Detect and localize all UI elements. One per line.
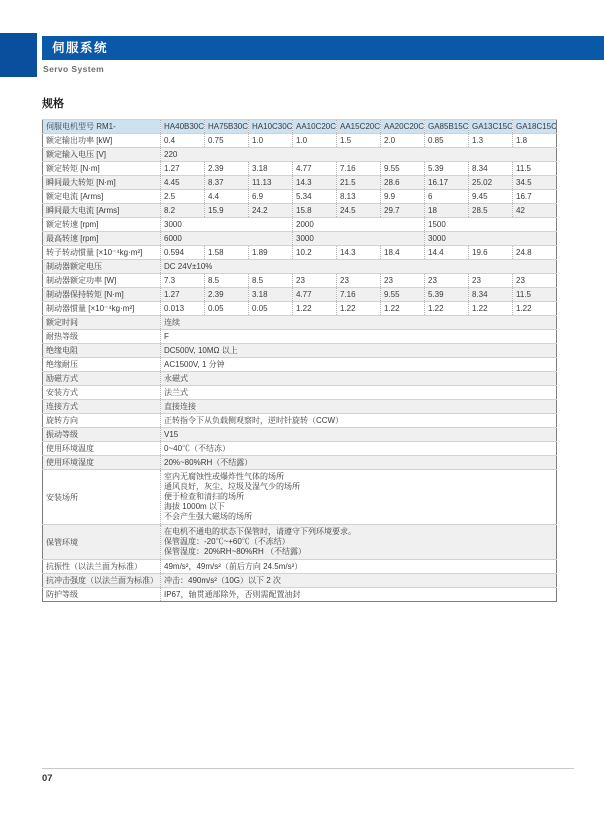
spec-row: [43, 456, 557, 470]
spec-value-full: 永磁式: [161, 372, 557, 386]
page-banner: [42, 36, 604, 60]
spec-value: 9.9: [381, 190, 425, 204]
spec-row: [43, 274, 557, 288]
spec-value: 8.34: [469, 288, 513, 302]
banner-subtitle: Servo System: [43, 64, 105, 74]
spec-row: [43, 372, 557, 386]
spec-value: 6: [425, 190, 469, 204]
spec-row: [43, 358, 557, 372]
spec-value-full: 20%~80%RH（不结露）: [161, 456, 557, 470]
row-label: 使用环境湿度: [43, 456, 161, 470]
spec-value: 24.5: [337, 204, 381, 218]
spec-value: 4.45: [161, 176, 205, 190]
spec-value: 5.39: [425, 162, 469, 176]
spec-value: 28.6: [381, 176, 425, 190]
spec-value: 1.58: [205, 246, 249, 260]
spec-value: 8.37: [205, 176, 249, 190]
spec-value-full: IP67，轴贯通部除外，否则需配置油封: [161, 588, 557, 602]
spec-value: 25.02: [469, 176, 513, 190]
spec-value: 34.5: [513, 176, 557, 190]
row-label: 连接方式: [43, 400, 161, 414]
spec-row: [43, 204, 557, 218]
model-header: AA15C20C: [337, 120, 381, 134]
spec-row: [43, 148, 557, 162]
spec-value: 15.8: [293, 204, 337, 218]
row-label: 保管环境: [43, 525, 161, 560]
spec-value-line: 保管湿度：20%RH~80%RH （不结露）: [164, 547, 307, 556]
spec-value: 23: [337, 274, 381, 288]
spec-value: 14.3: [293, 176, 337, 190]
spec-value: 9.55: [381, 162, 425, 176]
spec-value: 24.2: [249, 204, 293, 218]
spec-value: 1.22: [381, 302, 425, 316]
spec-value: 8.5: [249, 274, 293, 288]
spec-value: 23: [469, 274, 513, 288]
spec-value: 2.5: [161, 190, 205, 204]
spec-value-full: 0~40℃（不结冻）: [161, 442, 557, 456]
spec-value: 1.22: [469, 302, 513, 316]
model-header: HA75B30C: [205, 120, 249, 134]
row-label: 额定时间: [43, 316, 161, 330]
spec-value-span3: 6000: [161, 232, 293, 246]
spec-value: 1.22: [513, 302, 557, 316]
spec-value-span3: 1500: [425, 218, 557, 232]
row-label: 抗冲击强度（以法兰面为标准）: [43, 574, 161, 588]
row-label: 励磁方式: [43, 372, 161, 386]
spec-value-full: AC1500V, 1 分钟: [161, 358, 557, 372]
spec-value: 0.594: [161, 246, 205, 260]
model-header: GA18C15C: [513, 120, 557, 134]
row-label: 制动器惯量 [×10⁻⁴kg·m²]: [43, 302, 161, 316]
banner-left-block: [0, 33, 37, 77]
spec-row: [43, 344, 557, 358]
spec-value: 16.17: [425, 176, 469, 190]
spec-row: [43, 316, 557, 330]
spec-value: 8.13: [337, 190, 381, 204]
spec-row: [43, 330, 557, 344]
model-header: HA40B30C: [161, 120, 205, 134]
spec-value: 7.3: [161, 274, 205, 288]
spec-table: [42, 119, 557, 602]
spec-value-full: 49m/s²，49m/s²（前后方向 24.5m/s²）: [161, 560, 557, 574]
spec-value: 23: [513, 274, 557, 288]
section-title: 规格: [42, 98, 64, 110]
spec-row: [43, 176, 557, 190]
spec-value: 5.39: [425, 288, 469, 302]
spec-value: 0.75: [205, 134, 249, 148]
row-label: 绝缘电阻: [43, 344, 161, 358]
row-label: 额定输出功率 [kW]: [43, 134, 161, 148]
spec-value: 0.05: [249, 302, 293, 316]
spec-row: [43, 232, 557, 246]
spec-value-full: 法兰式: [161, 386, 557, 400]
spec-value: 14.4: [425, 246, 469, 260]
model-header: HA10C30C: [249, 120, 293, 134]
spec-value: 7.16: [337, 162, 381, 176]
spec-value: 9.45: [469, 190, 513, 204]
spec-value: 10.2: [293, 246, 337, 260]
row-label: 额定输入电压 [V]: [43, 148, 161, 162]
spec-row: [43, 386, 557, 400]
spec-value: 11.5: [513, 162, 557, 176]
spec-value-full: DC500V, 10MΩ 以上: [161, 344, 557, 358]
row-label: 瞬间最大电流 [Arms]: [43, 204, 161, 218]
spec-value: 3.18: [249, 288, 293, 302]
row-label: 安装方式: [43, 386, 161, 400]
row-label: 防护等级: [43, 588, 161, 602]
model-header: AA20C20C: [381, 120, 425, 134]
spec-row: [43, 470, 557, 525]
spec-value-full: F: [161, 330, 557, 344]
row-label: 振动等级: [43, 428, 161, 442]
spec-row: [43, 302, 557, 316]
header-label: 伺服电机型号 RM1-: [43, 120, 161, 134]
spec-value-line: 保管温度：-20℃~+60℃（不冻结）: [164, 537, 290, 546]
spec-value: 23: [425, 274, 469, 288]
spec-row: [43, 134, 557, 148]
spec-row: [43, 400, 557, 414]
row-label: 绝缘耐压: [43, 358, 161, 372]
spec-value: 1.0: [249, 134, 293, 148]
spec-row: [43, 560, 557, 574]
row-label: 最高转速 [rpm]: [43, 232, 161, 246]
spec-value-full: 连续: [161, 316, 557, 330]
row-label: 使用环境温度: [43, 442, 161, 456]
spec-value: 42: [513, 204, 557, 218]
spec-row: [43, 246, 557, 260]
model-header: AA10C20C: [293, 120, 337, 134]
spec-value: 15.9: [205, 204, 249, 218]
spec-row: [43, 442, 557, 456]
spec-value-line: 室内无腐蚀性或爆炸性气体的场所: [164, 472, 284, 481]
spec-row: [43, 190, 557, 204]
row-label: 额定转矩 [N·m]: [43, 162, 161, 176]
spec-value-multiline: [161, 525, 557, 560]
spec-value: 14.3: [337, 246, 381, 260]
spec-value-line: 通风良好，灰尘、垃圾及湿气少的场所: [164, 482, 300, 491]
spec-value: 3.18: [249, 162, 293, 176]
spec-value-full: 直接连接: [161, 400, 557, 414]
spec-value: 2.39: [205, 162, 249, 176]
row-label: 制动器额定电压: [43, 260, 161, 274]
spec-row: [43, 162, 557, 176]
spec-value: 1.22: [337, 302, 381, 316]
row-label: 额定电流 [Arms]: [43, 190, 161, 204]
spec-value: 2.0: [381, 134, 425, 148]
row-label: 旋转方向: [43, 414, 161, 428]
spec-value: 18: [425, 204, 469, 218]
spec-value: 4.77: [293, 162, 337, 176]
model-header: GA85B15C: [425, 120, 469, 134]
spec-value: 0.85: [425, 134, 469, 148]
spec-value-line: 便于检查和清扫的场所: [164, 492, 244, 501]
spec-row: [43, 428, 557, 442]
spec-row: [43, 288, 557, 302]
spec-value: 1.3: [469, 134, 513, 148]
spec-value-line: 海拔 1000m 以下: [164, 502, 225, 511]
spec-value: 1.8: [513, 134, 557, 148]
spec-value: 19.6: [469, 246, 513, 260]
spec-value: 0.4: [161, 134, 205, 148]
row-label: 安装场所: [43, 470, 161, 525]
spec-value: 0.013: [161, 302, 205, 316]
spec-value-line: 在电机不通电的状态下保管时，请遵守下列环境要求。: [164, 527, 356, 536]
row-label: 额定转速 [rpm]: [43, 218, 161, 232]
spec-value: 18.4: [381, 246, 425, 260]
spec-value: 24.8: [513, 246, 557, 260]
row-label: 瞬间最大转矩 [N·m]: [43, 176, 161, 190]
spec-row: [43, 414, 557, 428]
spec-row: [43, 588, 557, 602]
spec-value-full: V15: [161, 428, 557, 442]
spec-value: 11.5: [513, 288, 557, 302]
spec-value: 16.7: [513, 190, 557, 204]
spec-value: 11.13: [249, 176, 293, 190]
spec-value-full: 冲击：490m/s²（10G）以下 2 次: [161, 574, 557, 588]
spec-value: 1.22: [425, 302, 469, 316]
spec-value-full: 220: [161, 148, 557, 162]
spec-value: 6.9: [249, 190, 293, 204]
spec-value: 8.34: [469, 162, 513, 176]
spec-value: 1.5: [337, 134, 381, 148]
spec-value-full: 正转指令下从负载侧观察时，逆时针旋转（CCW）: [161, 414, 557, 428]
spec-value-span3: 2000: [293, 218, 425, 232]
spec-value: 4.4: [205, 190, 249, 204]
spec-value: 21.5: [337, 176, 381, 190]
spec-value: 7.16: [337, 288, 381, 302]
spec-value: 1.89: [249, 246, 293, 260]
spec-value: 0.05: [205, 302, 249, 316]
spec-value: 1.22: [293, 302, 337, 316]
spec-value-full: DC 24V±10%: [161, 260, 557, 274]
spec-value-line: 不会产生强大磁场的场所: [164, 512, 252, 521]
spec-value: 9.55: [381, 288, 425, 302]
spec-value: 8.2: [161, 204, 205, 218]
row-label: 制动器保持转矩 [N·m]: [43, 288, 161, 302]
row-label: 制动器额定功率 [W]: [43, 274, 161, 288]
spec-value: 29.7: [381, 204, 425, 218]
spec-value: 8.5: [205, 274, 249, 288]
spec-value: 23: [381, 274, 425, 288]
spec-row: [43, 218, 557, 232]
spec-value: 1.0: [293, 134, 337, 148]
spec-value: 1.27: [161, 288, 205, 302]
spec-value-span3: 3000: [293, 232, 425, 246]
table-header-row: [43, 120, 557, 134]
row-label: 抗振性（以法兰面为标准）: [43, 560, 161, 574]
row-label: 转子转动惯量 [×10⁻⁴kg·m²]: [43, 246, 161, 260]
spec-value: 4.77: [293, 288, 337, 302]
footer-divider: [42, 768, 574, 769]
spec-value: 1.27: [161, 162, 205, 176]
spec-value: 2.39: [205, 288, 249, 302]
banner-title: 伺服系统: [52, 41, 109, 55]
spec-value-span3: 3000: [161, 218, 293, 232]
model-header: GA13C15C: [469, 120, 513, 134]
spec-row: [43, 574, 557, 588]
row-label: 耐热等级: [43, 330, 161, 344]
spec-value: 23: [293, 274, 337, 288]
spec-value: 28.5: [469, 204, 513, 218]
page-number: 07: [42, 773, 53, 784]
spec-value-span3: 3000: [425, 232, 557, 246]
spec-row: [43, 525, 557, 560]
spec-row: [43, 260, 557, 274]
spec-value-multiline: [161, 470, 557, 525]
spec-value: 5.34: [293, 190, 337, 204]
